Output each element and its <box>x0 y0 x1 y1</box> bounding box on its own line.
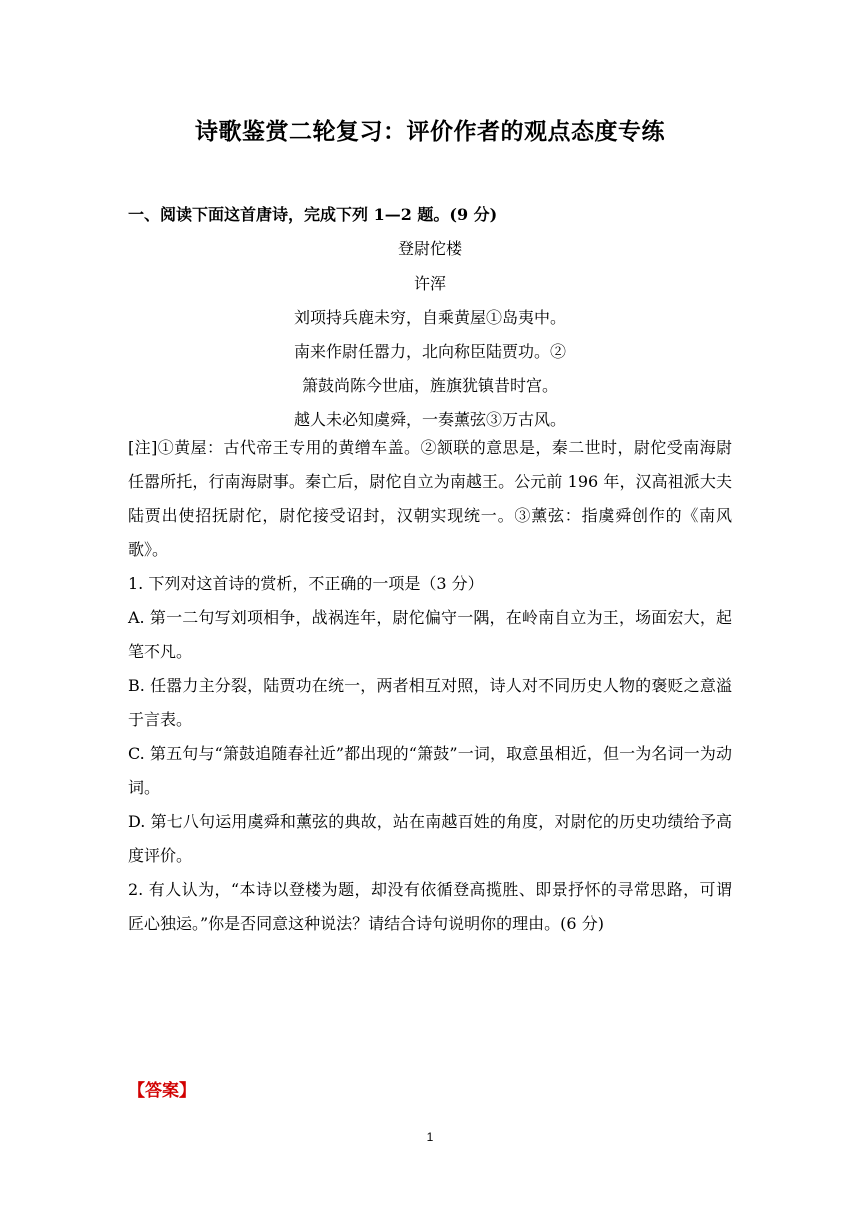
question-2: 2. 有人认为，“本诗以登楼为题，却没有依循登高揽胜、即景抒怀的寻常思路，可谓匠心独运。”你是否同意这种说法？请结合诗句说明你的理由。(6 分) <box>128 880 732 933</box>
section-heading: 一、阅读下面这首唐诗，完成下列 1—2 题。(9 分) <box>128 205 498 224</box>
poem-author: 许浑 <box>413 274 446 293</box>
poem-line: 箫鼓尚陈今世庙，旌旗犹镇昔时宫。 <box>301 376 558 395</box>
poem-line: 越人未必知虞舜，一奏薰弦③万古风。 <box>293 410 566 429</box>
question-1-option-a: A. 第一二句写刘项相争，战祸连年，尉佗偏守一隅，在岭南自立为王，场面宏大，起笔不凡。 <box>128 608 732 661</box>
poem-title: 登尉佗楼 <box>397 239 462 258</box>
answer-label: 【答案】 <box>128 1081 196 1101</box>
poem-line: 南来作尉任嚣力，北向称臣陆贾功。② <box>293 342 566 361</box>
question-1-option-d: D. 第七八句运用虞舜和薰弦的典故，站在南越百姓的角度，对尉佗的历史功绩给予高度评价。 <box>128 812 732 865</box>
page-number: 1 <box>426 1130 434 1144</box>
question-1-option-c: C. 第五句与“箫鼓追随春社近”都出现的“箫鼓”一词，取意虽相近，但一为名词一为动词。 <box>128 744 732 797</box>
question-1-stem: 1. 下列对这首诗的赏析，不正确的一项是（3 分） <box>128 574 484 593</box>
poem-line: 刘项持兵鹿未穷，自乘黄屋①岛夷中。 <box>293 308 566 327</box>
question-1-option-b: B. 任嚣力主分裂，陆贾功在统一，两者相互对照，诗人对不同历史人物的褒贬之意溢于言表。 <box>128 676 732 729</box>
poem-note: [注]①黄屋：古代帝王专用的黄缯车盖。②颔联的意思是，秦二世时，尉佗受南海尉任嚣所托，行南海尉事。秦亡后，尉佗自立为南越王。公元前 196 年，汉高祖派大夫陆贾出使招抚尉佗，尉佗接受诏封，汉朝实现统一。③薰弦：指虞舜创作的《南风歌》。 <box>128 438 732 559</box>
page-title: 诗歌鉴赏二轮复习：评价作者的观点态度专练 <box>195 118 665 145</box>
